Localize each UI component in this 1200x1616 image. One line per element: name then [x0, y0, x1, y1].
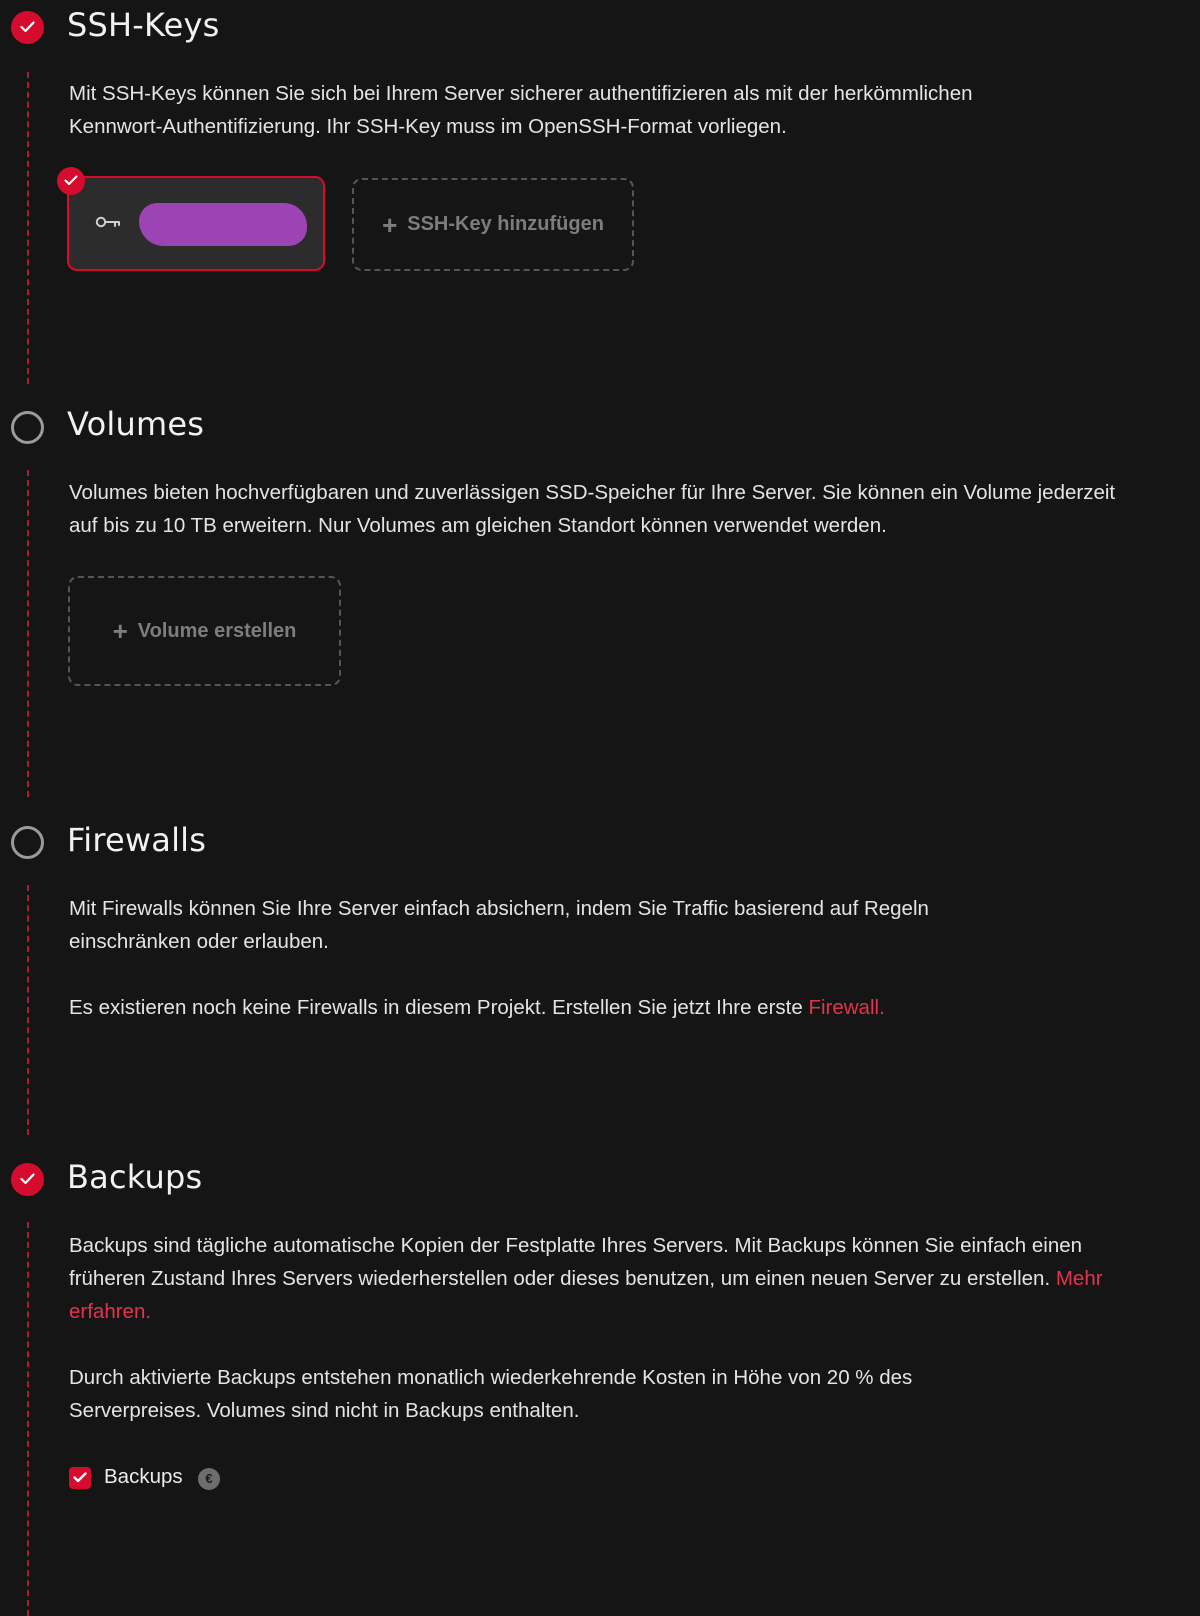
add-ssh-key-button[interactable]	[352, 178, 634, 271]
redacted-key-name	[139, 203, 307, 246]
create-firewall-link[interactable]: Firewall.	[808, 996, 885, 1019]
create-volume-label: Volume erstellen	[137, 619, 297, 642]
step-connector-firewalls	[27, 885, 29, 1135]
firewalls-title: Firewalls	[67, 821, 207, 859]
create-volume-button[interactable]	[68, 576, 341, 686]
firewalls-step-circle-icon	[11, 826, 44, 859]
volumes-description: Volumes bieten hochverfügbaren und zuverlässigen SSD-Speicher für Ihre Server. Sie können ein Volume jederzeit auf bis zu 10 TB erweitern. Nur Volumes am gleichen Standort können verwendet werden.	[69, 481, 1116, 537]
ssh-keys-description: Mit SSH-Keys können Sie sich bei Ihrem Server sicherer authentifizieren als mit der herkömmlichen Kennwort-Authentifizierung. Ihr SSH-Key muss im OpenSSH-Format vorliegen.	[69, 82, 973, 138]
ssh-keys-title: SSH-Keys	[67, 6, 220, 44]
step-connector-volumes	[27, 470, 29, 797]
backups-title: Backups	[67, 1158, 203, 1196]
ssh-keys-step-check-icon	[11, 11, 44, 44]
backups-step-check-icon	[11, 1163, 44, 1196]
firewalls-description: Mit Firewalls können Sie Ihre Server einfach absichern, indem Sie Traffic basierend auf Regeln einschränken oder erlauben.	[69, 897, 929, 953]
key-icon	[95, 215, 121, 234]
firewalls-empty-text: Es existieren noch keine Firewalls in diesem Projekt. Erstellen Sie jetzt Ihre erste	[69, 996, 809, 1019]
volumes-step-circle-icon	[11, 411, 44, 444]
backups-learn-more-link[interactable]: Mehr erfahren.	[69, 1267, 1103, 1323]
backups-description-text: Backups sind tägliche automatische Kopien der Festplatte Ihres Servers. Mit Backups können Sie einfach einen früheren Zustand Ihres Servers wiederherstellen oder dieses benutzen, um einen neuen Server zu erstellen.	[69, 1234, 1083, 1290]
backups-cost-text: Durch aktivierte Backups entstehen monatlich wiederkehrende Kosten in Höhe von 20 % des Serverpreises. Volumes sind nicht in Backups enthalten.	[69, 1366, 913, 1422]
volumes-title: Volumes	[67, 405, 205, 443]
backups-checkbox-label[interactable]: Backups	[104, 1465, 183, 1488]
backups-checkbox[interactable]	[69, 1467, 91, 1489]
price-info-euro-icon[interactable]: €	[198, 1468, 220, 1490]
step-connector-backups	[27, 1222, 29, 1616]
firewalls-empty-message	[69, 991, 1129, 1024]
plus-icon: +	[112, 616, 128, 646]
backups-description	[69, 1229, 1129, 1328]
plus-icon: +	[382, 209, 398, 240]
step-connector-ssh	[27, 72, 29, 384]
ssh-key-selected-check-icon	[57, 167, 85, 195]
add-ssh-key-label: SSH-Key hinzufügen	[407, 213, 604, 235]
